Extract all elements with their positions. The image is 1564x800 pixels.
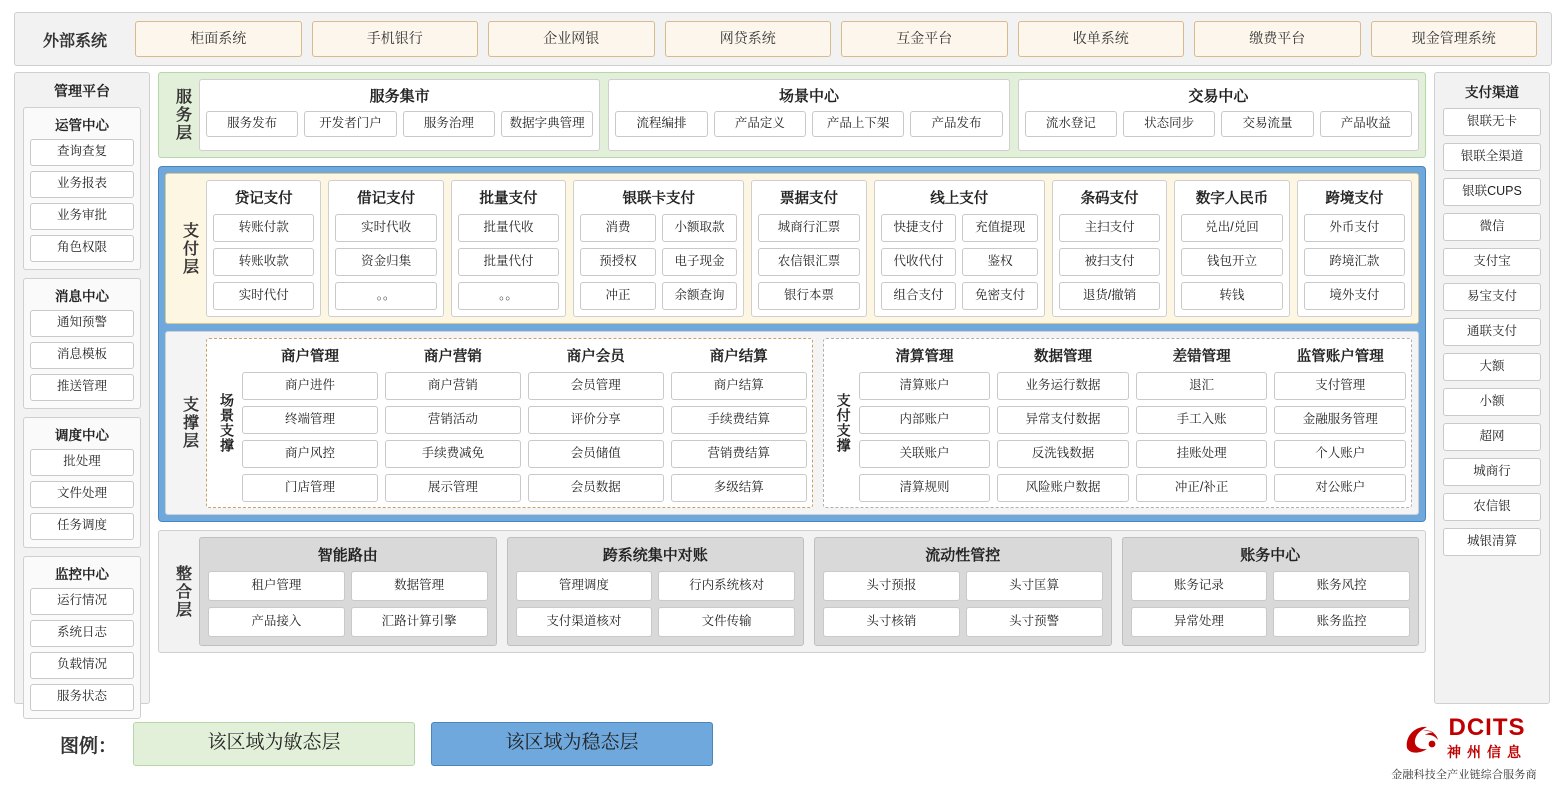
service-layer-label: 服务层 xyxy=(173,88,191,142)
integration-card xyxy=(507,537,805,646)
management-group-item[interactable]: 查询查复 xyxy=(30,139,134,166)
payment-item[interactable]: 农信银汇票 xyxy=(758,248,859,276)
payment-item[interactable]: 资金归集 xyxy=(335,248,436,276)
payment-support-item[interactable]: 个人账户 xyxy=(1274,440,1406,468)
service-center-item[interactable]: 交易流量 xyxy=(1221,111,1313,137)
payment-item-row xyxy=(758,282,859,310)
payment-item[interactable]: 主扫支付 xyxy=(1059,214,1160,242)
payment-item[interactable]: 小额取款 xyxy=(662,214,738,242)
payment-item[interactable]: 实时代收 xyxy=(335,214,436,242)
payment-item[interactable]: 批量代付 xyxy=(458,248,559,276)
payment-item-row xyxy=(1181,214,1282,242)
payment-support-item[interactable]: 手工入账 xyxy=(1136,406,1268,434)
integration-item[interactable]: 账务风控 xyxy=(1273,571,1410,601)
integration-card-title: 账务中心 xyxy=(1240,547,1301,564)
service-center-item[interactable]: 产品收益 xyxy=(1320,111,1412,137)
scene-support-card-title: 商户管理 xyxy=(280,349,339,365)
service-center-item[interactable]: 开发者门户 xyxy=(304,111,396,137)
payment-support-card xyxy=(859,344,991,502)
payment-item[interactable]: 境外支付 xyxy=(1304,282,1405,310)
payment-item-row xyxy=(1181,282,1282,310)
external-system-item[interactable]: 柜面系统 xyxy=(135,21,302,57)
service-center-card xyxy=(1018,79,1419,151)
scene-support-card-title: 商户结算 xyxy=(709,349,768,365)
payment-channel-item[interactable]: 支付宝 xyxy=(1443,248,1541,276)
service-center-item[interactable]: 产品发布 xyxy=(910,111,1002,137)
payment-support-group xyxy=(823,338,1412,508)
integration-item[interactable]: 头寸预警 xyxy=(966,607,1103,637)
payment-channel-item[interactable]: 易宝支付 xyxy=(1443,283,1541,311)
payment-category-card xyxy=(451,180,566,317)
payment-support-card xyxy=(1136,344,1268,502)
architecture-stack xyxy=(158,72,1426,653)
payment-item-row xyxy=(458,214,559,242)
scene-support-item[interactable]: 商户结算 xyxy=(671,372,807,400)
scene-support-card xyxy=(242,344,378,502)
service-center-title: 服务集市 xyxy=(369,88,430,105)
external-system-item[interactable]: 互金平台 xyxy=(841,21,1008,57)
payment-item-row xyxy=(1181,248,1282,276)
payment-support-item[interactable]: 反洗钱数据 xyxy=(997,440,1129,468)
integration-item[interactable]: 汇路计算引擎 xyxy=(351,607,488,637)
integration-item[interactable]: 异常处理 xyxy=(1131,607,1268,637)
scene-support-item[interactable]: 多级结算 xyxy=(671,474,807,502)
payment-layer xyxy=(165,173,1419,324)
payment-item-row xyxy=(1059,248,1160,276)
payment-layer-columns xyxy=(206,180,1412,317)
payment-item-row xyxy=(213,248,314,276)
payment-item-row xyxy=(1304,214,1405,242)
external-systems-title: 外部系统 xyxy=(42,32,107,50)
payment-support-card-title: 数据管理 xyxy=(1034,349,1093,365)
payment-item[interactable]: 余额查询 xyxy=(662,282,738,310)
payment-item-row xyxy=(1059,214,1160,242)
payment-item[interactable]: 转账收款 xyxy=(213,248,314,276)
integration-card-title: 智能路由 xyxy=(317,547,378,564)
management-group xyxy=(23,417,141,548)
service-center-item[interactable]: 服务发布 xyxy=(206,111,298,137)
scene-support-item[interactable]: 商户风控 xyxy=(242,440,378,468)
management-platform-groups xyxy=(23,107,141,719)
scene-support-columns xyxy=(242,344,807,502)
service-center-card xyxy=(199,79,600,151)
payment-item-row xyxy=(335,214,436,242)
payment-item[interactable]: 充值提现 xyxy=(962,214,1038,242)
payment-support-card-title: 监管账户管理 xyxy=(1296,349,1384,365)
integration-item[interactable]: 行内系统核对 xyxy=(658,571,795,601)
payment-category-title: 数字人民币 xyxy=(1195,191,1269,207)
payment-item[interactable]: 免密支付 xyxy=(962,282,1038,310)
management-group-title: 消息中心 xyxy=(55,289,109,304)
payment-item-row xyxy=(758,248,859,276)
integration-item-row xyxy=(1131,607,1411,637)
payment-support-item[interactable]: 清算规则 xyxy=(859,474,991,502)
integration-item-row xyxy=(208,607,488,637)
payment-item[interactable]: 快捷支付 xyxy=(881,214,957,242)
payment-item-row xyxy=(881,248,1038,276)
external-system-item[interactable]: 现金管理系统 xyxy=(1371,21,1538,57)
payment-layer-label: 支付层 xyxy=(180,221,198,276)
payment-support-label: 支付支撑 xyxy=(835,393,852,453)
integration-card xyxy=(814,537,1112,646)
payment-category-card xyxy=(206,180,321,317)
external-system-item[interactable]: 缴费平台 xyxy=(1194,21,1361,57)
payment-support-item[interactable]: 对公账户 xyxy=(1274,474,1406,502)
management-platform-panel xyxy=(14,72,150,704)
payment-support-item[interactable]: 异常支付数据 xyxy=(997,406,1129,434)
payment-item-row xyxy=(580,248,737,276)
payment-item-row xyxy=(1304,248,1405,276)
scene-support-card xyxy=(528,344,664,502)
management-platform-title: 管理平台 xyxy=(54,83,110,99)
management-group-title: 监控中心 xyxy=(55,567,109,582)
payment-channel-item[interactable]: 小额 xyxy=(1443,388,1541,416)
payment-channel-item[interactable]: 微信 xyxy=(1443,213,1541,241)
payment-item[interactable]: 冲正 xyxy=(580,282,656,310)
management-group-item[interactable]: 系统日志 xyxy=(30,620,134,647)
payment-item[interactable]: 代收代付 xyxy=(881,248,957,276)
payment-support-item[interactable]: 挂账处理 xyxy=(1136,440,1268,468)
payment-category-title: 批量支付 xyxy=(479,191,538,207)
payment-item[interactable]: 组合支付 xyxy=(881,282,957,310)
integration-item-row xyxy=(516,571,796,601)
payment-channel-item[interactable]: 银联全渠道 xyxy=(1443,143,1541,171)
integration-card xyxy=(199,537,497,646)
payment-item[interactable]: 退货/撤销 xyxy=(1059,282,1160,310)
scene-support-group xyxy=(206,338,813,508)
payment-item[interactable]: 预授权 xyxy=(580,248,656,276)
management-group xyxy=(23,107,141,270)
payment-item[interactable]: 转账付款 xyxy=(213,214,314,242)
support-layer xyxy=(165,331,1419,515)
management-group-item[interactable]: 通知预警 xyxy=(30,310,134,337)
management-group-item[interactable]: 业务审批 xyxy=(30,203,134,230)
management-group-item[interactable]: 角色权限 xyxy=(30,235,134,262)
service-center-title: 场景中心 xyxy=(778,88,839,105)
integration-item[interactable]: 账务监控 xyxy=(1273,607,1410,637)
integration-item[interactable]: 文件传输 xyxy=(658,607,795,637)
payment-item[interactable]: 兑出/兑回 xyxy=(1181,214,1282,242)
integration-item[interactable]: 租户管理 xyxy=(208,571,345,601)
payment-item-row xyxy=(458,248,559,276)
management-group-item[interactable]: 消息模板 xyxy=(30,342,134,369)
management-group-item[interactable]: 服务状态 xyxy=(30,684,134,711)
scene-support-item[interactable]: 商户进件 xyxy=(242,372,378,400)
integration-card-title: 跨系统集中对账 xyxy=(602,547,708,564)
integration-item-row xyxy=(208,571,488,601)
scene-support-item[interactable]: 商户营销 xyxy=(385,372,521,400)
payment-item-row xyxy=(881,282,1038,310)
integration-item-row xyxy=(516,607,796,637)
service-center-item[interactable]: 数据字典管理 xyxy=(501,111,593,137)
payment-item-row xyxy=(1059,282,1160,310)
service-center-item[interactable]: 流水登记 xyxy=(1025,111,1117,137)
scene-support-card-title: 商户会员 xyxy=(566,349,625,365)
payment-support-card xyxy=(1274,344,1406,502)
payment-category-card xyxy=(1052,180,1167,317)
payment-item-row xyxy=(580,214,737,242)
legend xyxy=(60,722,713,766)
service-center-item[interactable]: 产品上下架 xyxy=(812,111,904,137)
payment-item[interactable]: 鉴权 xyxy=(962,248,1038,276)
management-group-item[interactable]: 批处理 xyxy=(30,449,134,476)
payment-item[interactable]: 电子现金 xyxy=(662,248,738,276)
integration-card-title: 流动性管控 xyxy=(925,547,1001,564)
scene-support-item[interactable]: 营销活动 xyxy=(385,406,521,434)
payment-item[interactable]: 城商行汇票 xyxy=(758,214,859,242)
payment-category-title: 条码支付 xyxy=(1080,191,1139,207)
stable-zone xyxy=(158,166,1426,522)
integration-layer-columns xyxy=(199,537,1419,646)
scene-support-item[interactable]: 会员储值 xyxy=(528,440,664,468)
integration-item[interactable]: 头寸匡算 xyxy=(966,571,1103,601)
integration-layer-label: 整合层 xyxy=(173,564,191,619)
payment-support-item[interactable]: 内部账户 xyxy=(859,406,991,434)
payment-support-item[interactable]: 金融服务管理 xyxy=(1274,406,1406,434)
payment-item-row xyxy=(881,214,1038,242)
scene-support-card-title: 商户营销 xyxy=(423,349,482,365)
external-system-item[interactable]: 收单系统 xyxy=(1018,21,1185,57)
integration-item[interactable]: 支付渠道核对 xyxy=(516,607,653,637)
scene-support-label: 场景支撑 xyxy=(219,393,235,453)
payment-category-card xyxy=(751,180,866,317)
management-group xyxy=(23,278,141,409)
management-group-item[interactable]: 文件处理 xyxy=(30,481,134,508)
payment-support-item[interactable]: 冲正/补正 xyxy=(1136,474,1268,502)
payment-support-item[interactable]: 清算账户 xyxy=(859,372,991,400)
scene-support-item[interactable]: 营销费结算 xyxy=(671,440,807,468)
payment-channel-item[interactable]: 银联无卡 xyxy=(1443,108,1541,136)
external-system-item[interactable]: 企业网银 xyxy=(488,21,655,57)
integration-item-row xyxy=(1131,571,1411,601)
scene-support-item[interactable]: 会员数据 xyxy=(528,474,664,502)
payment-item[interactable]: 转钱 xyxy=(1181,282,1282,310)
payment-category-title: 贷记支付 xyxy=(234,191,293,207)
dcits-swirl-icon xyxy=(1401,722,1441,756)
integration-item[interactable]: 头寸核销 xyxy=(823,607,960,637)
service-center-title: 交易中心 xyxy=(1188,88,1249,105)
external-system-item[interactable]: 手机银行 xyxy=(312,21,479,57)
payment-support-columns xyxy=(859,344,1406,502)
scene-support-item[interactable]: 展示管理 xyxy=(385,474,521,502)
payment-item-row xyxy=(213,214,314,242)
service-center-item[interactable]: 流程编排 xyxy=(615,111,707,137)
payment-item-row xyxy=(458,282,559,310)
scene-support-item[interactable]: 终端管理 xyxy=(242,406,378,434)
payment-category-card xyxy=(1174,180,1289,317)
service-center-items xyxy=(1025,111,1412,137)
management-group-item[interactable]: 业务报表 xyxy=(30,171,134,198)
management-group-title: 调度中心 xyxy=(55,428,109,443)
payment-support-card-title: 清算管理 xyxy=(895,349,954,365)
payment-support-item[interactable]: 风险账户数据 xyxy=(997,474,1129,502)
integration-item-row xyxy=(823,607,1103,637)
external-systems-list xyxy=(135,21,1551,57)
integration-item-row xyxy=(823,571,1103,601)
support-layer-label: 支撑层 xyxy=(180,396,198,450)
payment-category-card xyxy=(573,180,744,317)
integration-item[interactable]: 管理调度 xyxy=(516,571,653,601)
payment-channel-item[interactable]: 城商行 xyxy=(1443,458,1541,486)
scene-support-item[interactable]: 门店管理 xyxy=(242,474,378,502)
payment-category-title: 借记支付 xyxy=(357,191,416,207)
service-center-card xyxy=(608,79,1009,151)
payment-support-card-title: 差错管理 xyxy=(1172,349,1231,365)
scene-support-item[interactable]: 评价分享 xyxy=(528,406,664,434)
external-system-item[interactable]: 网贷系统 xyxy=(665,21,832,57)
payment-support-item[interactable]: 退汇 xyxy=(1136,372,1268,400)
integration-item[interactable]: 数据管理 xyxy=(351,571,488,601)
payment-item[interactable]: 实时代付 xyxy=(213,282,314,310)
management-group-item[interactable]: 负载情况 xyxy=(30,652,134,679)
payment-channel-item[interactable]: 城银清算 xyxy=(1443,528,1541,556)
payment-channel-list xyxy=(1443,108,1541,556)
management-group-item[interactable]: 运行情况 xyxy=(30,588,134,615)
payment-channel-item[interactable]: 银联CUPS xyxy=(1443,178,1541,206)
integration-item[interactable]: 账务记录 xyxy=(1131,571,1268,601)
payment-item-row xyxy=(335,282,436,310)
scene-support-item[interactable]: 手续费减免 xyxy=(385,440,521,468)
payment-category-title: 银联卡支付 xyxy=(622,191,695,207)
payment-item[interactable]: 。。 xyxy=(458,282,559,310)
payment-category-card xyxy=(874,180,1045,317)
scene-support-card xyxy=(671,344,807,502)
integration-card xyxy=(1122,537,1420,646)
management-group-item[interactable]: 推送管理 xyxy=(30,374,134,401)
legend-agile-layer: 该区域为敏态层 xyxy=(133,722,415,766)
service-center-items xyxy=(206,111,593,137)
payment-channel-item[interactable]: 大额 xyxy=(1443,353,1541,381)
scene-support-item[interactable]: 会员管理 xyxy=(528,372,664,400)
payment-item[interactable]: 跨境汇款 xyxy=(1304,248,1405,276)
logo-tagline: 金融科技全产业链综合服务商 xyxy=(1391,769,1537,781)
payment-item-row xyxy=(335,248,436,276)
payment-item[interactable]: 。。 xyxy=(335,282,436,310)
payment-category-title: 线上支付 xyxy=(930,191,989,207)
service-layer xyxy=(158,72,1426,158)
logo-brand-cn: 神州信息 xyxy=(1447,744,1527,760)
payment-category-card xyxy=(328,180,443,317)
payment-category-title: 跨境支付 xyxy=(1325,191,1384,207)
service-layer-columns xyxy=(199,79,1419,151)
company-logo xyxy=(1374,716,1554,782)
payment-item-row xyxy=(213,282,314,310)
legend-label: 图例： xyxy=(60,735,118,757)
logo-brand-en: DCITS xyxy=(1448,714,1526,741)
service-center-item[interactable]: 状态同步 xyxy=(1123,111,1215,137)
service-center-item[interactable]: 产品定义 xyxy=(714,111,806,137)
payment-item-row xyxy=(1304,282,1405,310)
payment-item[interactable]: 外币支付 xyxy=(1304,214,1405,242)
payment-support-item[interactable]: 支付管理 xyxy=(1274,372,1406,400)
integration-item[interactable]: 头寸预报 xyxy=(823,571,960,601)
service-center-item[interactable]: 服务治理 xyxy=(403,111,495,137)
payment-channel-item[interactable]: 超网 xyxy=(1443,423,1541,451)
payment-item[interactable]: 消费 xyxy=(580,214,656,242)
payment-support-item[interactable]: 关联账户 xyxy=(859,440,991,468)
payment-category-card xyxy=(1297,180,1412,317)
payment-item[interactable]: 钱包开立 xyxy=(1181,248,1282,276)
integration-item[interactable]: 产品接入 xyxy=(208,607,345,637)
external-systems-bar xyxy=(14,12,1552,66)
payment-item-row xyxy=(758,214,859,242)
payment-item[interactable]: 银行本票 xyxy=(758,282,859,310)
payment-support-card xyxy=(997,344,1129,502)
integration-layer xyxy=(158,530,1426,653)
payment-item[interactable]: 被扫支付 xyxy=(1059,248,1160,276)
payment-channel-title: 支付渠道 xyxy=(1465,85,1519,100)
payment-channel-item[interactable]: 通联支付 xyxy=(1443,318,1541,346)
payment-channel-item[interactable]: 农信银 xyxy=(1443,493,1541,521)
legend-stable-layer: 该区域为稳态层 xyxy=(431,722,713,766)
payment-support-item[interactable]: 业务运行数据 xyxy=(997,372,1129,400)
scene-support-card xyxy=(385,344,521,502)
management-group xyxy=(23,556,141,719)
payment-category-title: 票据支付 xyxy=(780,191,839,207)
service-center-items xyxy=(615,111,1002,137)
support-layer-body xyxy=(206,338,1412,508)
management-group-title: 运管中心 xyxy=(55,118,109,133)
payment-item-row xyxy=(580,282,737,310)
payment-channel-panel xyxy=(1434,72,1550,704)
scene-support-item[interactable]: 手续费结算 xyxy=(671,406,807,434)
payment-item[interactable]: 批量代收 xyxy=(458,214,559,242)
management-group-item[interactable]: 任务调度 xyxy=(30,513,134,540)
